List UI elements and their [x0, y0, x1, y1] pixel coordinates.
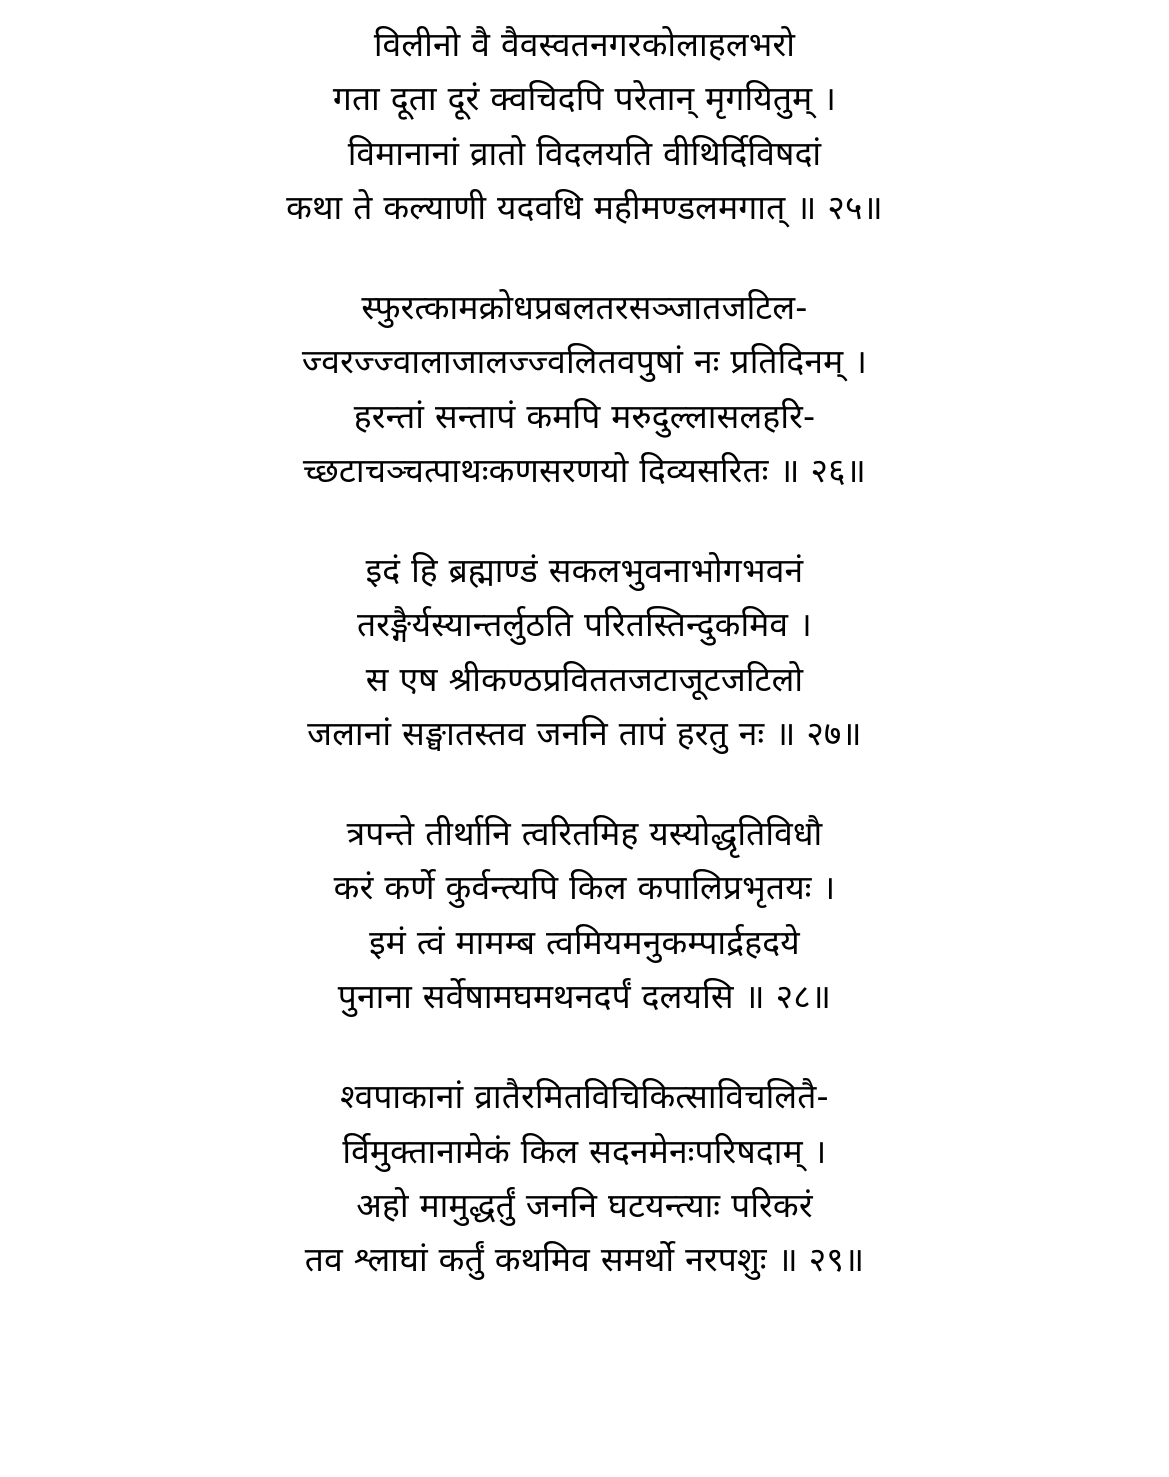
- verse-line: कथा ते कल्याणी यदवधि महीमण्डलमगात् ॥ २५॥: [286, 187, 883, 227]
- verse-block: [40, 1070, 1129, 1287]
- verse-line: च्छटाचञ्चत्पाथःकणसरणयो दिव्यसरितः ॥ २६॥: [302, 450, 867, 490]
- verse-line: श्वपाकानां व्रातैरमितविचिकित्साविचलितै-: [340, 1077, 829, 1117]
- verse-line: करं कर्णे कुर्वन्त्यपि किल कपालिप्रभृतयः ।: [333, 868, 836, 908]
- verse-line: विमानानां व्रातो विदलयति वीथिर्दिविषदां: [347, 133, 822, 173]
- verse-block: [40, 544, 1129, 761]
- verse-block: [40, 18, 1129, 235]
- verse-line: त्रपन्ते तीर्थानि त्वरितमिह यस्योद्धृतिविधौ: [346, 814, 823, 854]
- verse-line: इदं हि ब्रह्माण्डं सकलभुवनाभोगभवनं: [365, 551, 804, 591]
- verse-line: अहो मामुद्धर्तुं जननि घटयन्त्याः परिकरं: [356, 1185, 813, 1225]
- verse-line: र्विमुक्तानामेकं किल सदनमेनःपरिषदाम् ।: [342, 1131, 827, 1171]
- verse-line: जलानां सङ्घातस्तव जननि तापं हरतु नः ॥ २७॥: [307, 713, 862, 753]
- verse-line: तरङ्गैर्यस्यान्तर्लुठति परितस्तिन्दुकमिव ।: [356, 605, 813, 645]
- verse-line: हरन्तां सन्तापं कमपि मरुदुल्लासलहरि-: [353, 396, 816, 436]
- verse-block: [40, 281, 1129, 498]
- verse-line: इमं त्वं मामम्ब त्वमियमनुकम्पार्द्रहदये: [369, 922, 800, 962]
- verse-line: स्फुरत्कामक्रोधप्रबलतरसञ्जातजटिल-: [361, 288, 808, 328]
- verse-line: ज्वरज्ज्वालाजालज्ज्वलितवपुषां नः प्रतिदिनम् ।: [301, 342, 868, 382]
- verse-line: स एष श्रीकण्ठप्रविततजटाजूटजटिलो: [365, 659, 804, 699]
- verse-line: तव श्लाघां कर्तुं कथमिव समर्थो नरपशुः ॥ २९॥: [304, 1240, 865, 1280]
- verse-block: [40, 807, 1129, 1024]
- verse-line: पुनाना सर्वेषामघमथनदर्पं दलयसि ॥ २८॥: [337, 976, 832, 1016]
- verse-line: गता दूता दूरं क्वचिदपि परेतान् मृगयितुम् ।: [332, 79, 837, 119]
- verse-line: विलीनो वै वैवस्वतनगरकोलाहलभरो: [373, 25, 796, 64]
